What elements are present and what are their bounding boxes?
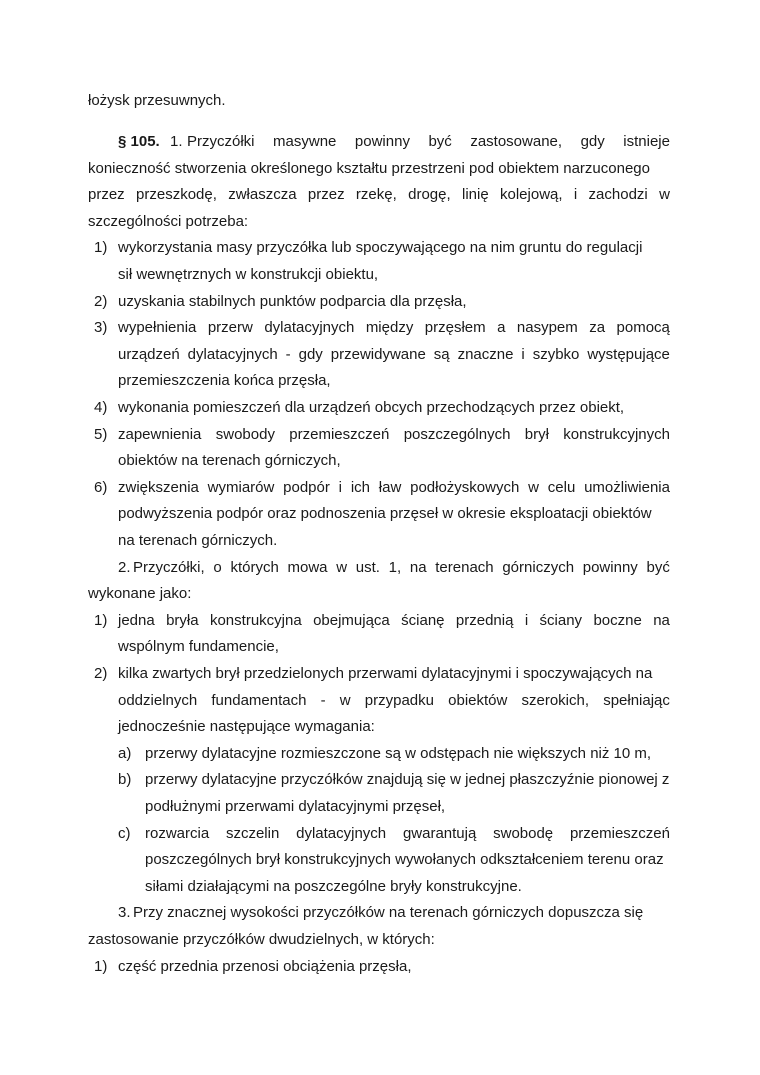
word: wspólnym fundamencie,	[118, 638, 279, 656]
word: wypełnienia	[118, 319, 197, 337]
word: wykonane jako:	[88, 585, 192, 603]
word: swobody	[215, 425, 275, 443]
list-item-line	[118, 239, 642, 257]
paragraph-line	[88, 585, 191, 603]
word: Przyczółki,	[133, 558, 205, 576]
word: fundamentach	[211, 691, 307, 709]
word: jednocześnie następujące wymagania:	[118, 718, 375, 736]
word: szybko	[532, 345, 580, 363]
paragraph-line	[88, 931, 435, 949]
word: przerwy dylatacyjne rozmieszczone są w odstępach nie większych niż 10 m,	[145, 744, 652, 762]
word: 1,	[388, 558, 402, 576]
word: zapewnienia	[118, 425, 202, 443]
word: linię	[461, 186, 489, 204]
word: przewidywane	[330, 345, 426, 363]
word: ściany	[539, 611, 583, 629]
word: gwarantują	[402, 824, 477, 842]
word: a	[497, 319, 506, 337]
word: dylatacyjnych	[296, 824, 387, 842]
word: pomocą	[616, 319, 670, 337]
paragraph-number: 2.	[118, 558, 131, 576]
list-item-line	[118, 638, 279, 656]
list-item-line	[118, 505, 652, 523]
list-item-number: 2)	[94, 292, 108, 310]
word: w	[659, 186, 670, 204]
word: zastosowanie przyczółków dwudzielnych, w których:	[88, 931, 435, 948]
word: i	[521, 345, 525, 363]
word: konstrukcyjnych	[563, 425, 670, 443]
word: i	[338, 478, 343, 496]
word: podłużnymi przerwami dylatacyjnymi przęseł,	[145, 798, 446, 815]
word: szczelin	[225, 824, 280, 842]
word: górniczych	[502, 558, 575, 576]
word: nasypem	[516, 319, 578, 337]
word: przemieszczeń	[569, 824, 670, 842]
word: obejmująca	[313, 611, 390, 629]
word: umożliwienia	[584, 478, 670, 496]
word: -	[285, 345, 291, 363]
word: konieczność stworzenia określonego kształtu przestrzeni pod obiektem narzuconego	[88, 159, 650, 177]
word: na	[409, 558, 427, 576]
word: w	[528, 478, 539, 496]
word: na	[653, 611, 670, 629]
sub-item-line	[145, 851, 664, 869]
word: bryła	[166, 611, 199, 629]
list-item-line	[118, 612, 670, 630]
list-item-line	[118, 346, 670, 364]
word: przez	[307, 186, 345, 204]
paragraph-line	[187, 133, 670, 151]
word: masywne	[273, 133, 337, 150]
list-item-line	[118, 399, 624, 417]
word: między	[365, 319, 414, 337]
paragraph-line	[88, 213, 248, 231]
paragraph-line	[133, 559, 670, 577]
word: przemieszczeń	[289, 425, 390, 443]
word: przerwy dylatacyjne przyczółków znajdują się w jednej płaszczyźnie pionowej z	[145, 771, 670, 789]
word: na terenach górniczych.	[118, 532, 278, 549]
word: których	[230, 558, 279, 576]
word: wykorzystania masy przyczółka lub spoczywającego na nim gruntu do regulacji	[118, 239, 643, 257]
list-item-number: 1)	[94, 957, 108, 975]
word: zachodzi	[588, 186, 648, 204]
word: spełniając	[603, 691, 670, 709]
list-item-line	[118, 718, 375, 736]
word: urządzeń	[118, 345, 180, 363]
word: oddzielnych	[118, 691, 198, 709]
word: istnieje	[623, 133, 670, 150]
word: powinny	[582, 558, 638, 576]
word: przęsłem	[424, 319, 486, 337]
word: gdy	[298, 345, 323, 363]
word: w	[336, 558, 348, 576]
word: ław	[378, 478, 402, 496]
word: i	[524, 611, 529, 629]
paragraph-line	[133, 904, 643, 922]
word: przerw	[207, 319, 253, 337]
paragraph-line	[88, 160, 650, 178]
word: drogę,	[408, 186, 451, 204]
word: Przyczółki	[187, 133, 255, 150]
word: ust.	[355, 558, 380, 576]
word: przemieszczenia końca przęsła,	[118, 372, 331, 390]
sub-item-letter: a)	[118, 744, 132, 762]
word: podwyższenia podpór oraz podnoszenia przęseł w okresie eksploatacji obiektów	[118, 505, 652, 523]
word: terenach	[435, 558, 494, 576]
word: przednią	[455, 611, 514, 629]
list-item-number: 4)	[94, 399, 108, 416]
list-item-number: 1)	[94, 239, 108, 257]
word: za	[589, 319, 606, 337]
word: sił wewnętrznych w konstrukcji obiektu,	[118, 266, 379, 283]
sub-item-line	[145, 825, 670, 843]
word: celu	[547, 478, 576, 496]
word: uzyskania stabilnych punktów podparcia dla przęsła,	[118, 292, 467, 310]
word: powinny	[354, 133, 410, 150]
word: wymiarów	[207, 478, 275, 496]
section-number: § 105.	[118, 133, 160, 150]
word: zwłaszcza	[228, 186, 297, 204]
word: rzekę,	[355, 186, 397, 204]
word: zwiększenia	[118, 478, 199, 496]
word: przeszkodę,	[136, 186, 217, 204]
sub-item-line	[145, 745, 651, 763]
list-item-number: 6)	[94, 478, 108, 496]
word: boczne	[593, 611, 642, 629]
word: znaczne	[457, 345, 514, 363]
list-item-line	[118, 319, 670, 337]
list-item-number: 3)	[94, 319, 108, 337]
word: o	[213, 558, 222, 576]
sub-item-line	[145, 878, 522, 896]
word: podłożyskowych	[410, 478, 520, 496]
list-item-line	[118, 372, 331, 390]
word: podpór	[283, 478, 330, 496]
list-item-number: 2)	[94, 665, 108, 682]
word: dylatacyjnych	[187, 345, 278, 363]
word: mowa	[287, 558, 328, 576]
list-item-line	[118, 532, 277, 550]
word: poszczególnych brył konstrukcyjnych wywołanych odkształceniem terenu oraz	[145, 851, 664, 869]
word: gdy	[580, 133, 605, 150]
word: brył	[524, 425, 549, 443]
word: występujące	[587, 345, 670, 363]
sub-item-line	[145, 798, 445, 816]
list-item-line	[118, 958, 412, 976]
word: kolejową,	[500, 186, 563, 204]
sub-item-letter: c)	[118, 824, 131, 842]
word: są	[433, 345, 450, 363]
word: i	[573, 186, 578, 204]
list-item-line	[118, 452, 341, 470]
word: jedna	[118, 611, 155, 629]
word: przypadku	[364, 691, 434, 709]
word: siłami działającymi na poszczególne bryły konstrukcyjne.	[145, 877, 522, 895]
word: zastosowane,	[470, 133, 563, 150]
paragraph-line	[88, 186, 670, 204]
word: poszczególnych	[403, 425, 511, 443]
word: być	[646, 558, 670, 576]
word: konstrukcyjna	[209, 611, 302, 629]
word: dylatacyjnych	[264, 319, 355, 337]
list-item-line	[118, 479, 670, 497]
carryover-line: łożysk przesuwnych.	[88, 92, 226, 109]
paragraph-number: 1.	[170, 133, 183, 150]
word: Przy znacznej wysokości przyczółków na terenach górniczych dopuszcza się	[133, 904, 644, 922]
list-item-number: 1)	[94, 611, 108, 629]
word: ścianę	[401, 611, 445, 629]
list-item-line	[118, 665, 652, 683]
word: być	[428, 133, 452, 150]
word: ich	[350, 478, 370, 496]
list-item-number: 5)	[94, 425, 108, 443]
word: -	[320, 691, 326, 709]
word: szerokich,	[521, 691, 590, 709]
word: szczególności potrzeba:	[88, 212, 249, 230]
sub-item-letter: b)	[118, 771, 132, 789]
paragraph-number: 3.	[118, 904, 131, 922]
word: obiektów	[448, 691, 508, 709]
word: wykonania pomieszczeń dla urządzeń obcych przechodzących przez obiekt,	[118, 399, 625, 416]
sub-item-line	[145, 771, 669, 789]
word: przez	[88, 186, 125, 204]
list-item-line	[118, 426, 670, 444]
word: obiektów na terenach górniczych,	[118, 452, 341, 470]
word: kilka zwartych brył przedzielonych przerwami dylatacyjnymi i spoczywających na	[118, 665, 653, 682]
word: rozwarcia	[145, 824, 210, 842]
list-item-line	[118, 293, 467, 311]
list-item-line	[118, 266, 378, 284]
word: w	[339, 691, 351, 709]
word: część przednia przenosi obciążenia przęsła,	[118, 957, 412, 975]
list-item-line	[118, 692, 670, 710]
word: swobodę	[493, 824, 554, 842]
